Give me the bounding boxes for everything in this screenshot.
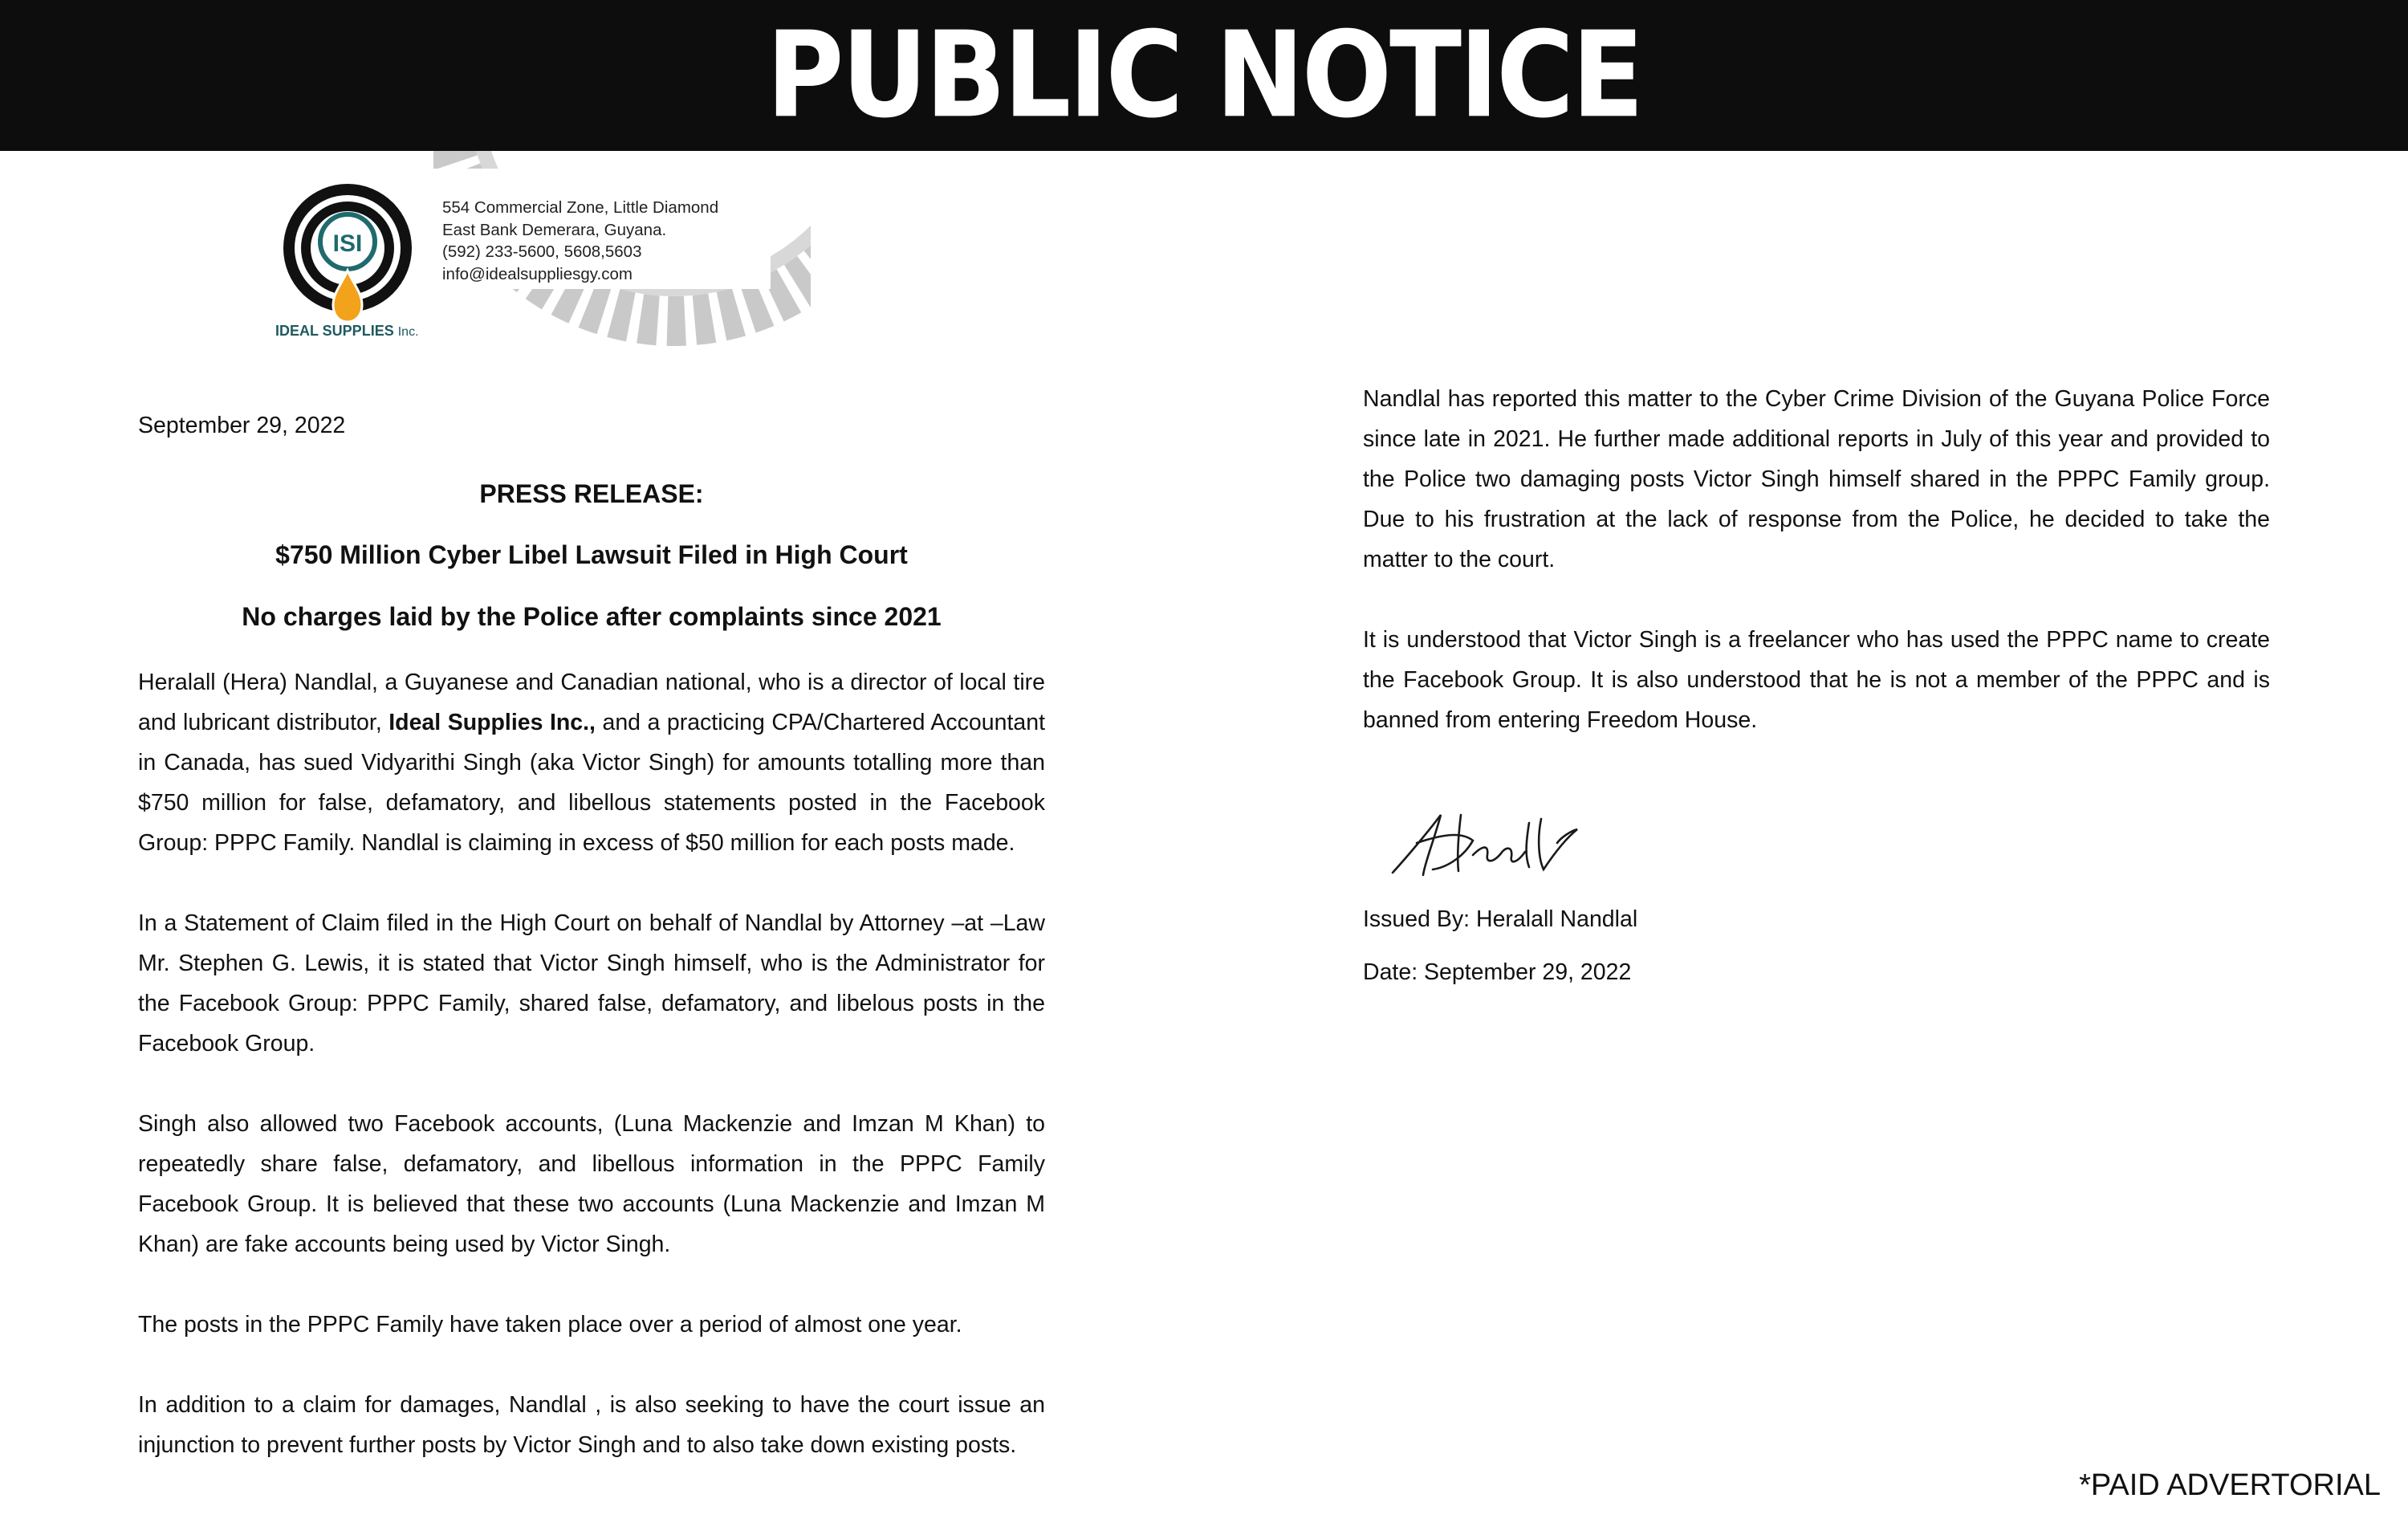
banner [0, 0, 2408, 151]
paid-advertorial-label: *PAID ADVERTORIAL [2079, 1468, 2381, 1502]
paragraph-7: It is understood that Victor Singh is a freelancer who has used the PPPC name to create the Facebook Group. It is also understood that he is not a member of the PPPC and is banned from entering Freedom House. [1363, 627, 2270, 733]
company-bold-name: Ideal Supplies Inc., [388, 710, 596, 735]
signature-icon [1385, 799, 1625, 887]
press-release-title: $750 Million Cyber Libel Lawsuit Filed in High Court [275, 540, 908, 569]
press-release-subtitle: No charges laid by the Police after complaints since 2021 [242, 602, 942, 631]
press-release-heading: PRESS RELEASE: [479, 479, 704, 508]
issued-by: Issued By: Heralall Nandlal [1363, 906, 1638, 932]
company-logo-icon [277, 181, 421, 341]
phone-line: (592) 233-5600, 5608,5603 [442, 242, 642, 261]
paragraph-3: Singh also allowed two Facebook accounts, (Luna Mackenzie and Imzan M Khan) to repeatedly share false, defamatory, and libellous information in the PPPC Family Facebook Group. It is believed that these two accounts (Luna Mackenzie and Imzan M Khan) are fake accounts being used by Victor Singh. [138, 1111, 1045, 1257]
paragraph-4: The posts in the PPPC Family have taken place over a period of almost one year. [138, 1312, 962, 1338]
paragraph-1: Heralall (Hera) Nandlal, a Guyanese and Canadian national, who is a director of local tire and lubricant distributor, Ideal Supplies Inc., and a practicing CPA/Chartered Accountant in Canada, has sued Vidyarithi Singh (aka Victor Singh) for amounts totalling more than $750 million for false, defamatory, and libellous statements posted in the Facebook Group: PPPC Family. Nandlal is claiming in excess of $50 million for each posts made. [138, 670, 1045, 856]
company-name: IDEAL SUPPLIES Inc. [275, 323, 419, 339]
paragraph-2: In a Statement of Claim filed in the High Court on behalf of Nandlal by Attorney –at –Law Mr. Stephen G. Lewis, it is stated that Victor Singh himself, who is the Administrator for the Facebook Group: PPPC Family, shared false, defamatory, and libelous posts in the Facebook Group. [138, 910, 1045, 1057]
address-line: East Bank Demerara, Guyana. [442, 220, 667, 239]
right-column [1363, 379, 2270, 780]
logo-text: ISI [332, 230, 363, 257]
left-column [138, 405, 1045, 1505]
paragraph-6: Nandlal has reported this matter to the Cyber Crime Division of the Guyana Police Force since late in 2021. He further made additional reports in July of this year and provided to the Police two damaging posts Victor Singh himself shared in the PPPC Family group. Due to his frustration at the lack of response from the Police, he decided to take the matter to the court. [1363, 386, 2270, 572]
paragraph-5: In addition to a claim for damages, Nandlal , is also seeking to have the court issue an injunction to prevent further posts by Victor Singh and to also take down existing posts. [138, 1392, 1045, 1458]
company-address [442, 197, 718, 285]
issued-date: Date: September 29, 2022 [1363, 959, 1632, 985]
banner-title: PUBLIC NOTICE [766, 6, 1642, 145]
email-line: info@idealsuppliesgy.com [442, 264, 633, 283]
release-date: September 29, 2022 [138, 413, 346, 438]
address-line: 554 Commercial Zone, Little Diamond [442, 198, 719, 217]
